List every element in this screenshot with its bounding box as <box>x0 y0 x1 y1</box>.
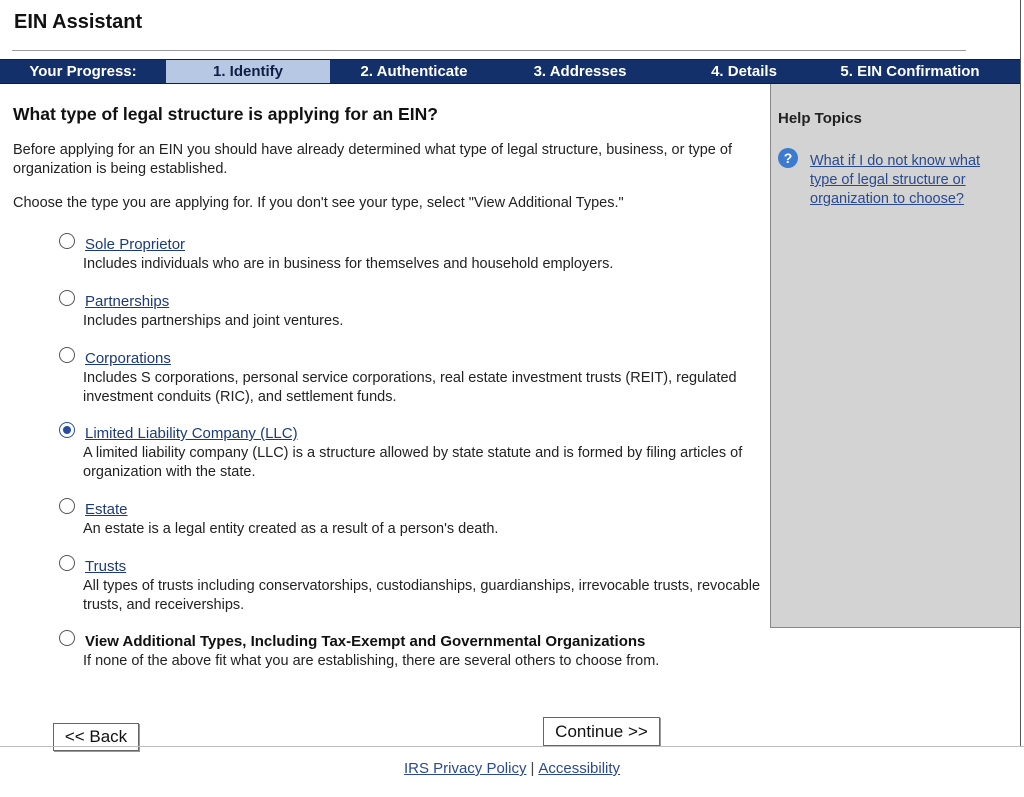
radio-button[interactable] <box>59 233 75 249</box>
radio-button[interactable] <box>59 555 75 571</box>
help-topics-panel <box>770 84 1020 628</box>
radio-button[interactable] <box>59 347 75 363</box>
option-description: If none of the above fit what you are establishing, there are several others to choose from. <box>83 653 660 669</box>
option-label-link[interactable]: Limited Liability Company (LLC) <box>85 425 298 442</box>
intro-text: Before applying for an EIN you should have already determined what type of legal structure, business, or type of organization is being established. <box>13 142 732 177</box>
help-link[interactable]: What if I do not know what type of legal structure or organization to choose? <box>810 153 981 207</box>
help-topics-title: Help Topics <box>778 110 862 127</box>
progress-step-ein-confirmation: 5. EIN Confirmation <box>840 63 980 80</box>
privacy-policy-link[interactable]: IRS Privacy Policy <box>403 760 527 777</box>
back-button[interactable]: << Back <box>53 723 139 751</box>
question-heading: What type of legal structure is applying for an EIN? <box>13 104 438 124</box>
progress-step-identify: 1. Identify <box>166 60 330 83</box>
option-description: An estate is a legal entity created as a result of a person's death. <box>83 521 499 537</box>
footer-separator: | <box>530 760 535 777</box>
progress-step-authenticate: 2. Authenticate <box>360 63 468 80</box>
option-description: Includes partnerships and joint ventures. <box>83 313 344 329</box>
radio-button[interactable] <box>59 498 75 514</box>
option-description: Includes individuals who are in business for themselves and household employers. <box>83 256 614 272</box>
progress-step-addresses: 3. Addresses <box>533 63 627 80</box>
instruction-text: Choose the type you are applying for. If you don't see your type, select "View Additional Types." <box>13 195 624 211</box>
option-label-link[interactable]: Corporations <box>85 350 171 367</box>
radio-button[interactable] <box>59 630 75 646</box>
option-label-link[interactable]: Estate <box>85 501 128 518</box>
page-title: EIN Assistant <box>14 11 143 33</box>
question-circle-icon: ? <box>778 148 798 168</box>
radio-button[interactable] <box>59 290 75 306</box>
option-label-link[interactable]: Trusts <box>85 558 127 575</box>
footer <box>0 760 1024 777</box>
option-description: All types of trusts including conservatorships, custodianships, guardianships, irrevocable trusts, revocable trusts, and receiverships. <box>83 578 761 613</box>
radio-button-selected[interactable] <box>59 422 75 438</box>
progress-bar <box>0 59 1021 84</box>
window-edge <box>1020 0 1021 747</box>
continue-button[interactable]: Continue >> <box>543 717 660 746</box>
footer-divider <box>0 746 1024 747</box>
progress-label: Your Progress: <box>29 63 137 80</box>
accessibility-link[interactable]: Accessibility <box>538 760 621 777</box>
option-label-link[interactable]: Sole Proprietor <box>85 236 186 253</box>
option-description: A limited liability company (LLC) is a structure allowed by state statute and is formed by filing articles of organization with the state. <box>83 445 743 480</box>
progress-step-details: 4. Details <box>711 63 777 80</box>
title-divider <box>12 50 966 51</box>
option-description: Includes S corporations, personal service corporations, real estate investment trusts (REIT), regulated investment conduits (RIC), and settlement funds. <box>83 370 737 405</box>
option-label-link[interactable]: Partnerships <box>85 293 170 310</box>
option-label[interactable]: View Additional Types, Including Tax-Exempt and Governmental Organizations <box>85 633 646 650</box>
